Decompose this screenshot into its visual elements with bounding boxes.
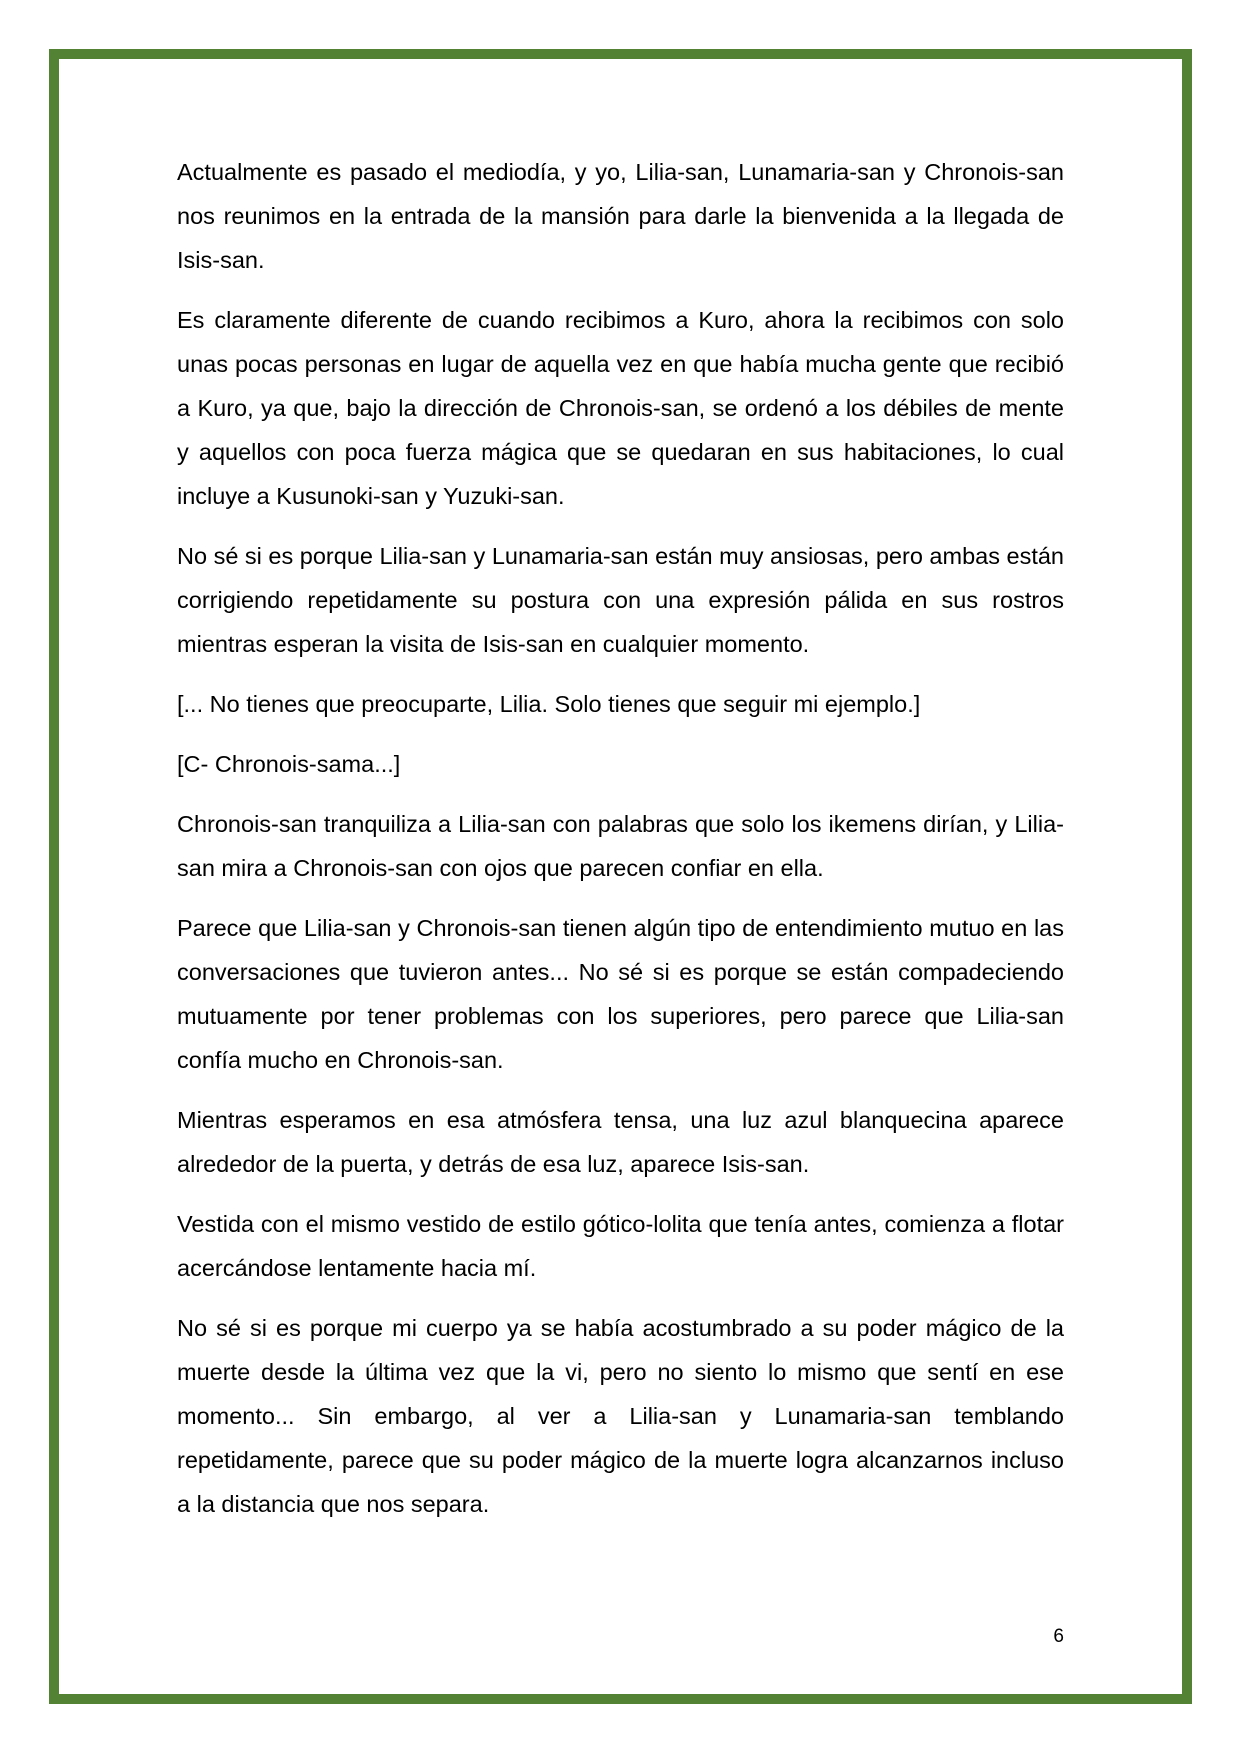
body-text [177,150,1064,1542]
dialogue-line-1: [... No tienes que preocuparte, Lilia. Solo tienes que seguir mi ejemplo.] [177,691,921,717]
paragraph-1: Actualmente es pasado el mediodía, y yo, Lilia-san, Lunamaria-san y Chronois-san nos reunimos en la entrada de la mansión para darle la bienvenida a la llegada de Isis-san. [177,159,1064,273]
paragraph-3: No sé si es porque Lilia-san y Lunamaria-san están muy ansiosas, pero ambas están corrigiendo repetidamente su postura con una expresión pálida en sus rostros mientras esperan la visita de Isis-san en cualquier momento. [177,543,1064,657]
page-number: 6 [1053,1626,1064,1647]
dialogue-line-2: [C- Chronois-sama...] [177,751,401,777]
paragraph-7: Parece que Lilia-san y Chronois-san tienen algún tipo de entendimiento mutuo en las conversaciones que tuvieron antes... No sé si es porque se están compadeciendo mutuamente por tener problemas con los superiores, pero parece que Lilia-san confía mucho en Chronois-san. [177,915,1064,1073]
paragraph-2: Es claramente diferente de cuando recibimos a Kuro, ahora la recibimos con solo unas pocas personas en lugar de aquella vez en que había mucha gente que recibió a Kuro, ya que, bajo la dirección de Chronois-san, se ordenó a los débiles de mente y aquellos con poca fuerza mágica que se quedaran en sus habitaciones, lo cual incluye a Kusunoki-san y Yuzuki-san. [177,307,1064,509]
paragraph-8: Mientras esperamos en esa atmósfera tensa, una luz azul blanquecina aparece alrededor de la puerta, y detrás de esa luz, aparece Isis-san. [177,1107,1064,1177]
paragraph-9: Vestida con el mismo vestido de estilo gótico-lolita que tenía antes, comienza a flotar acercándose lentamente hacia mí. [177,1211,1064,1281]
paragraph-10: No sé si es porque mi cuerpo ya se había acostumbrado a su poder mágico de la muerte desde la última vez que la vi, pero no siento lo mismo que sentí en ese momento... Sin embargo, al ver a Lilia-san y Lunamaria-san temblando repetidamente, parece que su poder mágico de la muerte logra alcanzarnos incluso a la distancia que nos separa. [177,1315,1064,1517]
paragraph-6: Chronois-san tranquiliza a Lilia-san con palabras que solo los ikemens dirían, y Lilia-san mira a Chronois-san con ojos que parecen confiar en ella. [177,811,1064,881]
